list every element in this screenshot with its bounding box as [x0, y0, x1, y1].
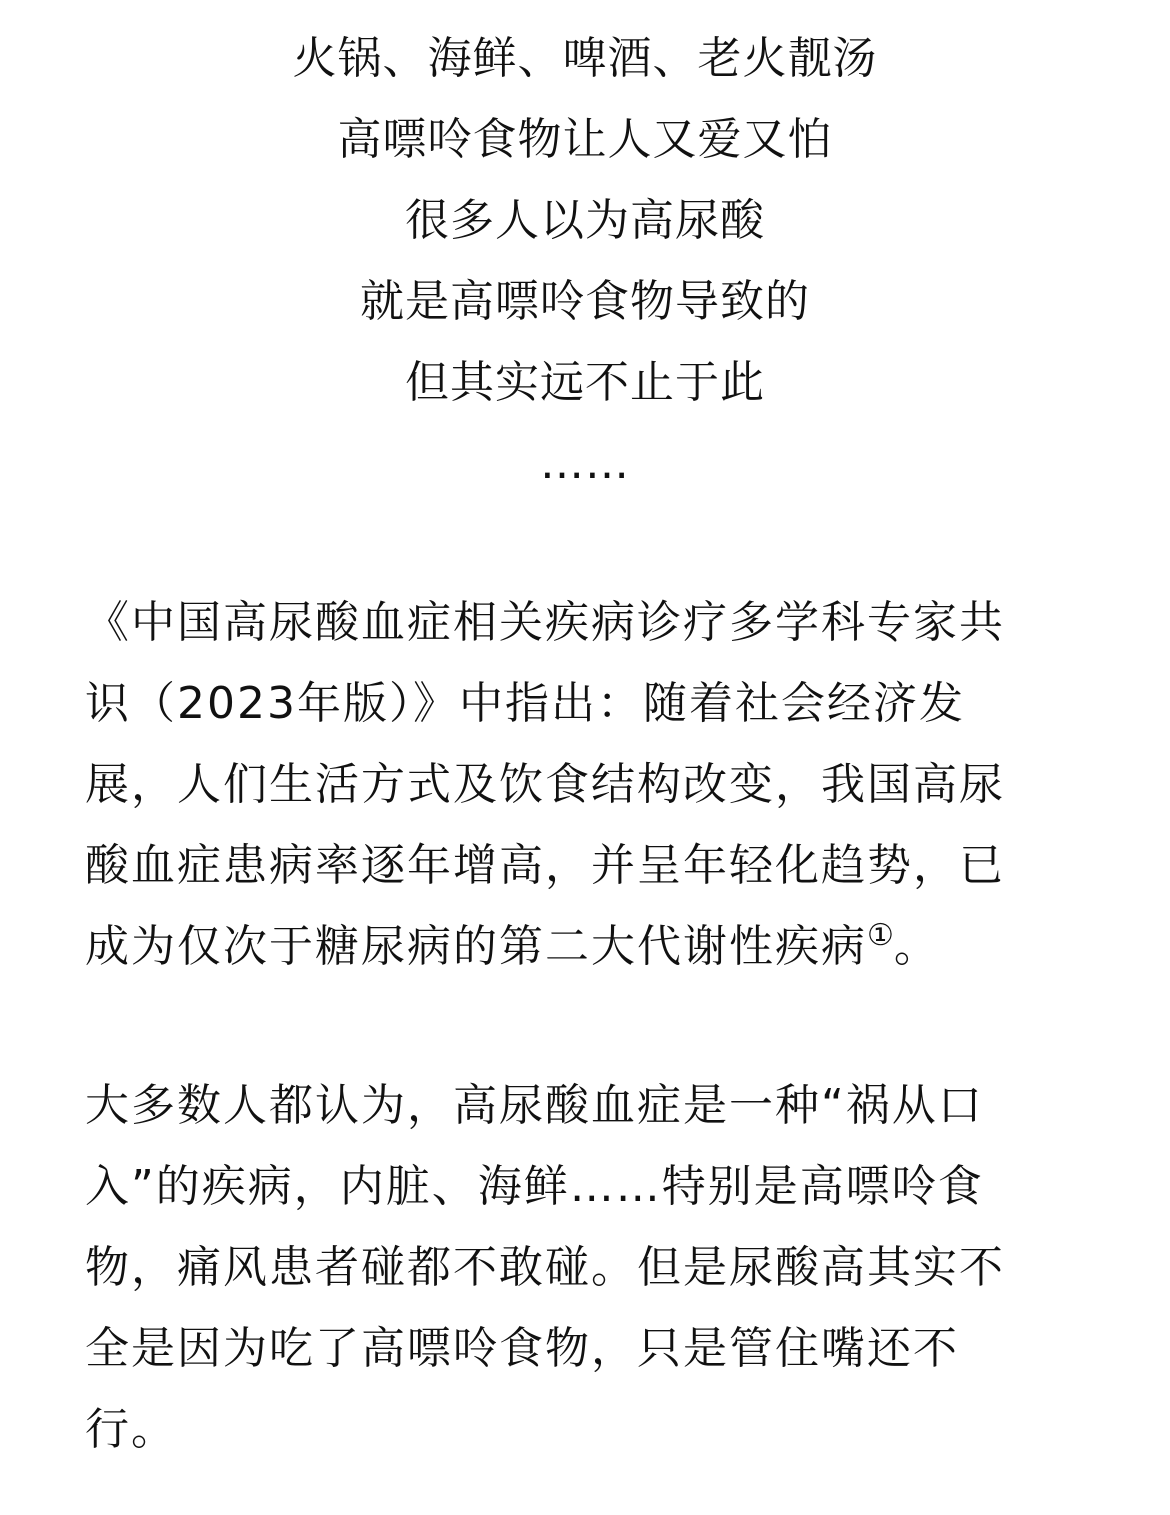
paragraph-line: 大多数人都认为，高尿酸血症是一种“祸从口 [85, 1080, 984, 1131]
paragraph-line: 物，痛风患者碰都不敢碰。但是尿酸高其实不 [85, 1242, 1005, 1293]
paragraph-line-last [85, 906, 1085, 987]
paragraph-line: 全是因为吃了高嘌呤食物，只是管住嘴还不 [85, 1323, 959, 1374]
paragraph-line-end: 。 [893, 921, 940, 972]
intro-line-1: 火锅、海鲜、啤酒、老火靓汤 [292, 33, 878, 84]
paragraph-line: 入”的疾病，内脏、海鲜……特别是高嘌呤食 [85, 1161, 984, 1212]
paragraph-line: 展，人们生活方式及饮食结构改变，我国高尿 [85, 759, 1005, 810]
footnote-reference[interactable]: ① [867, 918, 894, 953]
intro-line-2: 高嘌呤食物让人又爱又怕 [337, 114, 833, 165]
paragraph-misconception [85, 1065, 1085, 1470]
paragraph-line: 识（2023年版）》中指出：随着社会经济发 [85, 678, 965, 729]
intro-line-3: 很多人以为高尿酸 [405, 195, 765, 246]
intro-block [0, 18, 1170, 504]
intro-ellipsis: …… [540, 438, 630, 489]
intro-line-5: 但其实远不止于此 [405, 357, 765, 408]
intro-line-4: 就是高嘌呤食物导致的 [360, 276, 810, 327]
paragraph-line: 行。 [85, 1404, 177, 1455]
paragraph-line: 酸血症患病率逐年增高，并呈年轻化趋势，已 [85, 840, 1005, 891]
paragraph-consensus [85, 582, 1085, 987]
paragraph-line: 《中国高尿酸血症相关疾病诊疗多学科专家共 [85, 597, 1005, 648]
paragraph-line-text: 成为仅次于糖尿病的第二大代谢性疾病 [85, 921, 867, 972]
